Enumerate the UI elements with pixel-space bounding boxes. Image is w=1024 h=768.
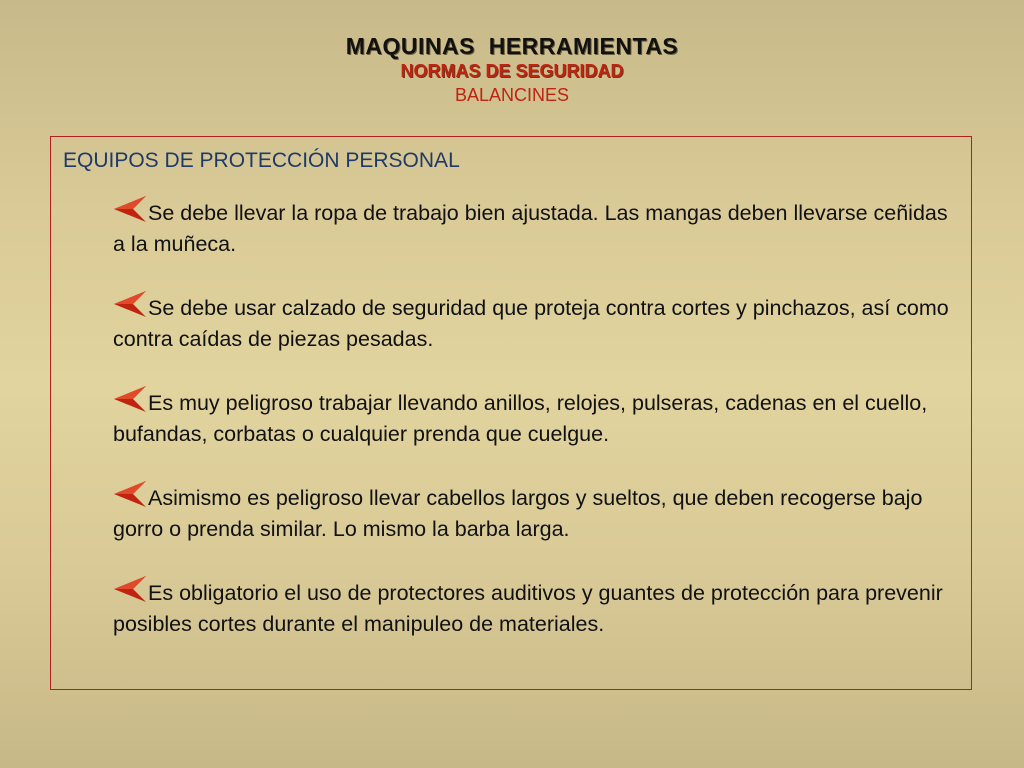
arrowhead-bullet-icon xyxy=(113,385,147,413)
list-item xyxy=(113,195,959,260)
list-item-text: Se debe usar calzado de seguridad que proteja contra cortes y pinchazos, así como contra caídas de piezas pesadas. xyxy=(113,296,949,351)
list-item xyxy=(113,385,959,450)
list-item-text: Se debe llevar la ropa de trabajo bien ajustada. Las mangas deben llevarse ceñidas a la muñeca. xyxy=(113,201,948,256)
slide-section: BALANCINES xyxy=(454,85,570,105)
list-item xyxy=(113,575,959,640)
panel-heading: EQUIPOS DE PROTECCIÓN PERSONAL xyxy=(63,149,460,172)
list-item xyxy=(113,290,959,355)
arrowhead-bullet-icon xyxy=(113,575,147,603)
arrowhead-bullet-icon xyxy=(113,480,147,508)
arrowhead-bullet-icon xyxy=(113,195,147,223)
slide-subtitle: NORMAS DE SEGURIDAD xyxy=(400,61,624,81)
list-item-text: Es muy peligroso trabajar llevando anillos, relojes, pulseras, cadenas en el cuello, bufandas, corbatas o cualquier prenda que cuelgue. xyxy=(113,391,928,446)
list-item-text: Es obligatorio el uso de protectores auditivos y guantes de protección para prevenir posibles cortes durante el manipuleo de materiales. xyxy=(113,581,943,636)
slide-header xyxy=(0,32,1024,108)
list-item xyxy=(113,480,959,545)
content-panel xyxy=(50,136,972,690)
slide-title: MAQUINAS HERRAMIENTAS xyxy=(345,33,679,59)
list-item-text: Asimismo es peligroso llevar cabellos largos y sueltos, que deben recogerse bajo gorro o prenda similar. Lo mismo la barba larga. xyxy=(113,486,923,541)
arrowhead-bullet-icon xyxy=(113,290,147,318)
bullet-list xyxy=(113,195,959,670)
